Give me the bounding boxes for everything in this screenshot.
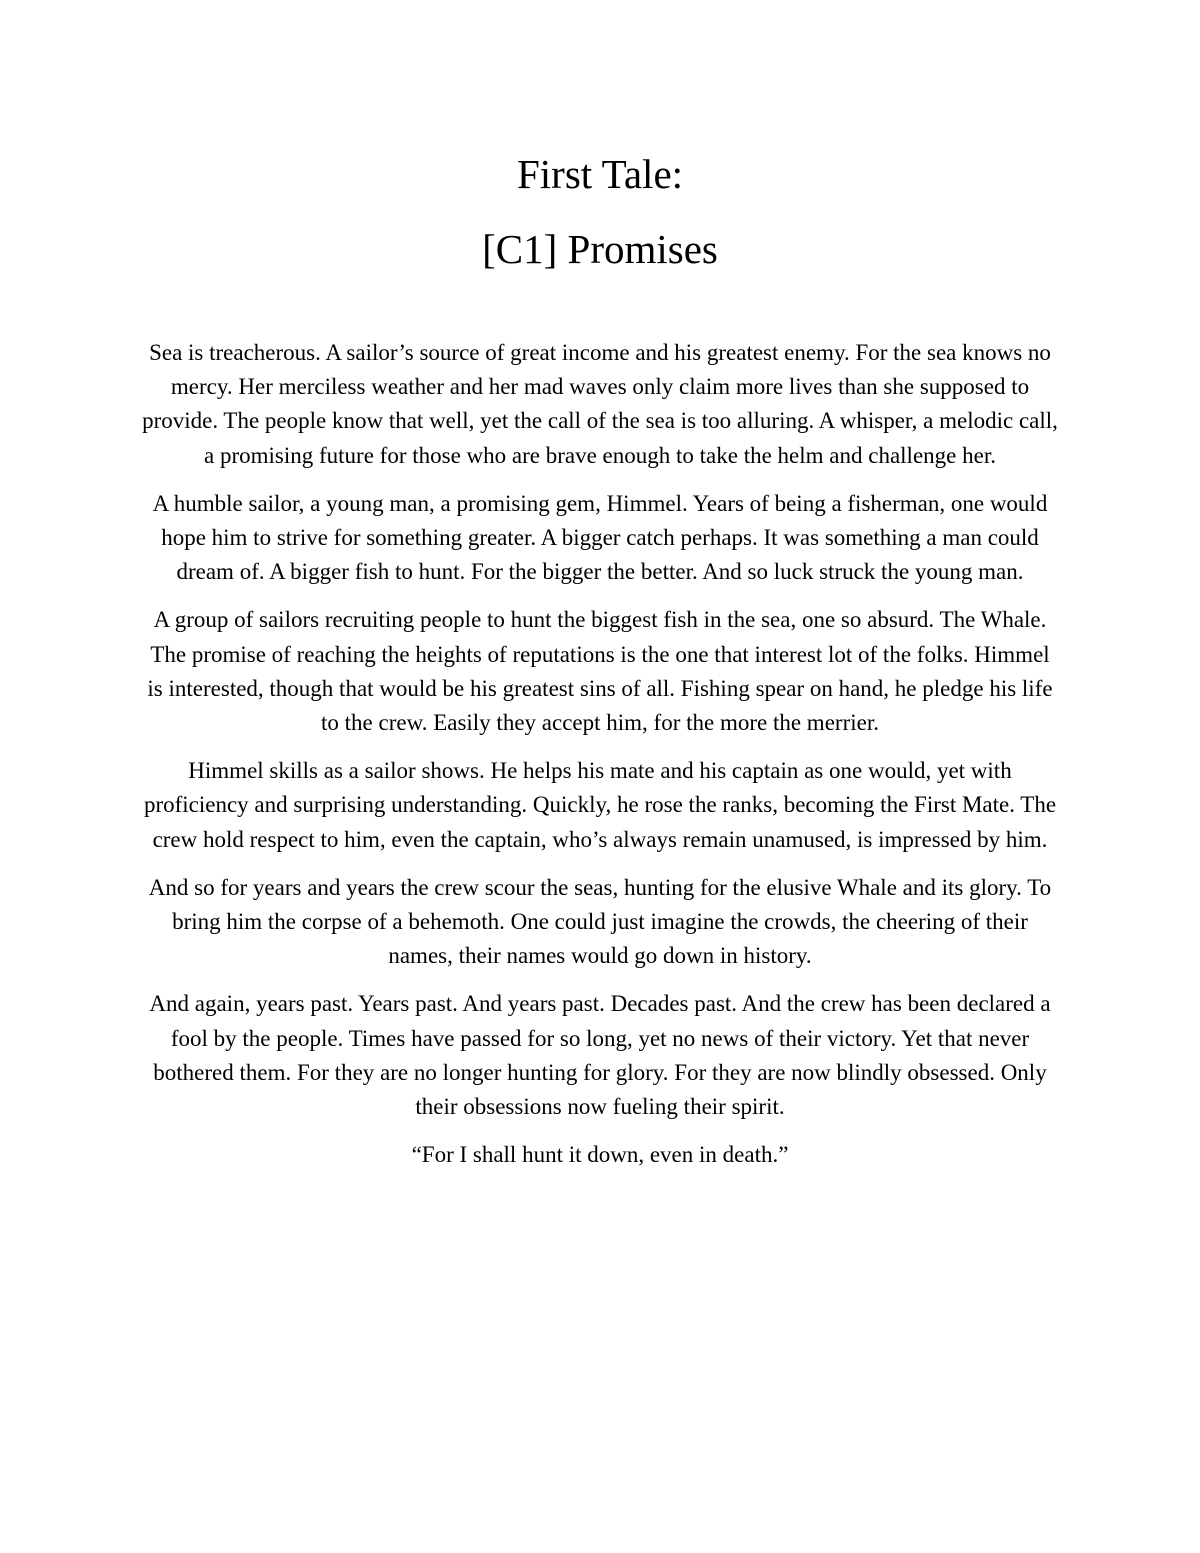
paragraph: Sea is treacherous. A sailor’s source of great income and his greatest enemy. For the sea knows no mercy. Her merciless weather and her mad waves only claim more lives than she supposed to provide. The people know that well, yet the call of the sea is too alluring. A whisper, a melodic call, a promising future for those who are brave enough to take the helm and challenge her. (142, 340, 1058, 468)
closing-quote: “For I shall hunt it down, even in death.” (411, 1142, 789, 1168)
paragraph: And again, years past. Years past. And years past. Decades past. And the crew has been declared a fool by the people. Times have passed for so long, yet no news of their victory. Yet that never bothered them. For they are no longer hunting for glory. For they are now blindly obsessed. Only their obsessions now fueling their spirit. (149, 991, 1051, 1120)
story-body (140, 336, 1060, 1186)
chapter-title: [C1] Promises (482, 226, 718, 272)
paragraph: A group of sailors recruiting people to hunt the biggest fish in the sea, one so absurd. The Whale. The promise of reaching the heights of reputations is the one that interest lot of the folks. Himmel is interested, though that would be his greatest sins of all. Fishing spear on hand, he pledge his life to the crew. Easily they accept him, for the more the merrier. (147, 607, 1053, 736)
paragraph: And so for years and years the crew scour the seas, hunting for the elusive Whale and its glory. To bring him the corpse of a behemoth. One could just imagine the crowds, the cheering of their names, their names would go down in history. (148, 874, 1052, 969)
paragraph: A humble sailor, a young man, a promising gem, Himmel. Years of being a fisherman, one would hope him to strive for something greater. A bigger catch perhaps. It was something a man could dream of. A bigger fish to hunt. For the bigger the better. And so luck struck the young man. (152, 490, 1048, 585)
page-title: First Tale: (516, 151, 684, 197)
paragraph: Himmel skills as a sailor shows. He helps his mate and his captain as one would, yet with proficiency and surprising understanding. Quickly, he rose the ranks, becoming the First Mate. The crew hold respect to him, even the captain, who’s always remain unamused, is impressed by him. (143, 758, 1057, 852)
